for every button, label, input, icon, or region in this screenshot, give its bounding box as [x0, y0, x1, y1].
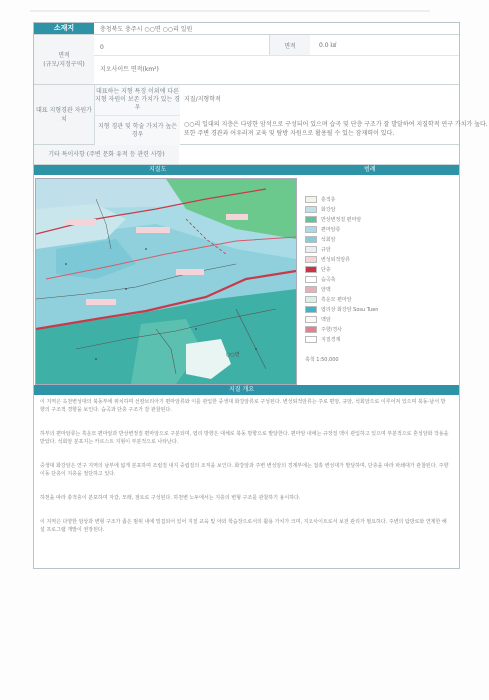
legend-label: 습곡축 [321, 277, 336, 283]
legend-swatch [305, 246, 317, 253]
legend-label: 석회암 [321, 237, 336, 243]
reason-value-1: 지질/지형학적 [184, 96, 221, 103]
legend-swatch [305, 266, 317, 273]
description-title: 지질 개요 [229, 386, 255, 393]
area-size-value: 0.0 ㎢ [319, 42, 337, 49]
area-value-2: 지오사이트 면적(km²) [100, 66, 159, 73]
legend-item [305, 326, 342, 333]
map-scale: 축척 1:50,000 [305, 357, 339, 363]
map-header-bar [34, 165, 459, 175]
legend-swatch [305, 226, 317, 233]
legend-item [305, 246, 331, 253]
legend-item [305, 206, 336, 213]
legend-swatch [305, 296, 317, 303]
description-header-bar [34, 385, 459, 395]
legend-item [305, 336, 340, 343]
description-paragraph: 하천을 따라 충적층이 분포하며 자갈, 모래, 점토로 구성된다. 하천변 노두에서는 지층의 변형 구조를 관찰하기 용이하다. [40, 495, 301, 501]
legend-label: 화강암 [321, 207, 336, 213]
map-legend [299, 178, 459, 383]
geosite-sheet [33, 22, 488, 569]
legend-label: 규암 [321, 247, 331, 253]
legend-label: 암맥 [321, 287, 331, 293]
reason-value-2: ○○리 일대의 지층은 다양한 암석으로 구성되어 있으며 습곡 및 단층 구조가 잘 발달하여 지질학적 연구 가치가 높다. [184, 121, 488, 128]
legend-swatch [305, 236, 317, 243]
legend-label: 주향/경사 [321, 327, 343, 333]
legend-label: 흑운모 편마암 [321, 297, 352, 303]
reason-sub-1: 대표하는 지형 특징 이외에 다른 지형 자원이 보존 가치가 있는 경우 [94, 85, 180, 115]
legend-label: 지질경계 [321, 337, 341, 343]
legend-item [305, 216, 361, 223]
legend-item [305, 316, 331, 323]
reason-value-3: 또한 주변 경관과 어우러져 교육 및 탐방 자원으로 활용될 수 있는 잠재력이 있다. [184, 130, 395, 137]
legend-label: 반상변정질 편마암 [321, 217, 362, 223]
area-label: 면적 [58, 51, 70, 59]
legend-label: 맥암 [321, 317, 331, 323]
legend-swatch [305, 336, 317, 343]
legend-label: 단층 [321, 267, 331, 273]
legend-swatch [305, 316, 317, 323]
legend-swatch [305, 286, 317, 293]
top-rule [30, 10, 430, 12]
location-row [34, 23, 459, 35]
legend-swatch [305, 326, 317, 333]
legend-swatch [305, 306, 317, 313]
location-label: 소재지 [34, 23, 94, 34]
description-paragraph: 이 지역은 옥천변성대의 북동부에 위치하며 선캄브리아기 편마암류와 이를 관입한 중생대 화강암류로 구성된다. 변성퇴적암류는 주로 편암, 규암, 석회암으로 이루어져 있으며 북동-남서 방향의 구조적 경향을 보인다. 습곡과 단층 구조가 잘 관찰된다. [40, 399, 446, 413]
legend-swatch [305, 216, 317, 223]
area-value-1: 0 [100, 44, 104, 51]
area-size-label: 면적 [269, 35, 310, 55]
legend-swatch [305, 276, 317, 283]
description-paragraph: 중생대 화강암은 연구 지역의 남부에 넓게 분포하며 조립질 내지 중립질의 조직을 보인다. 화강암과 주변 변성암의 경계부에는 접촉 변성대가 발달하며, 단층을 따라 파쇄대가 관찰된다. 주향 이동 단층이 지층을 절단하고 있다. [40, 463, 449, 477]
reason-sub-2: 지형 경관 및 학술 가치가 높은 경우 [94, 115, 180, 146]
legend-item [305, 236, 336, 243]
legend-item [305, 196, 336, 203]
legend-item [305, 286, 331, 293]
legend-label: 엽리상 화강암 Sosu Tuen [321, 307, 379, 313]
legend-item [305, 296, 352, 303]
legend-item [305, 306, 378, 313]
legend-swatch [305, 196, 317, 203]
legend-swatch [305, 206, 317, 213]
area-sub-label: (규모/지정구역) [43, 60, 85, 68]
area-label-cell [34, 35, 94, 84]
legend-swatch [305, 256, 317, 263]
location-value: 충청북도 충주시 ○○면 ○○리 일원 [100, 26, 193, 33]
area-row [34, 35, 459, 85]
description-paragraph: 이 지역은 다양한 암상과 변형 구조가 좁은 범위 내에 밀집되어 있어 지질 교육 및 야외 학습장으로서의 활용 가치가 크며, 지오사이트로서 보전 관리가 필요하다. 주변의 탐방로와 연계한 해설 프로그램 개발이 권장된다. [40, 519, 447, 533]
description-paragraph: 하부의 편마암류는 흑운모 편마암과 반상변정질 편마암으로 구분되며, 엽리 방향은 대체로 북동 방향으로 발달한다. 편마암 내에는 규장질 맥이 관입하고 있으며 부분적으로 혼성암화 작용을 받았다. 석회암 분포지는 카르스트 지형이 부분적으로 나타난다. [40, 431, 449, 445]
extra-label: 기타 특이사항 (주변 문화 유적 등 관련 사항) [34, 145, 179, 164]
map-center-label: ○○면 [226, 352, 240, 358]
legend-item [305, 226, 340, 233]
legend-item [305, 256, 350, 263]
reason-row [34, 85, 488, 145]
legend-title: 범례 [364, 166, 376, 173]
legend-item [305, 266, 331, 273]
legend-label: 충적층 [321, 197, 336, 203]
legend-label: 편마암류 [321, 227, 341, 233]
map-title: 지질도 [149, 166, 167, 173]
legend-label: 변성퇴적암류 [321, 257, 350, 263]
legend-item [305, 276, 336, 283]
geologic-map-drawing [36, 179, 296, 384]
reason-label: 대표 지형경관 자원가치 [34, 85, 94, 144]
geologic-map [35, 178, 297, 385]
extra-row [34, 145, 459, 165]
